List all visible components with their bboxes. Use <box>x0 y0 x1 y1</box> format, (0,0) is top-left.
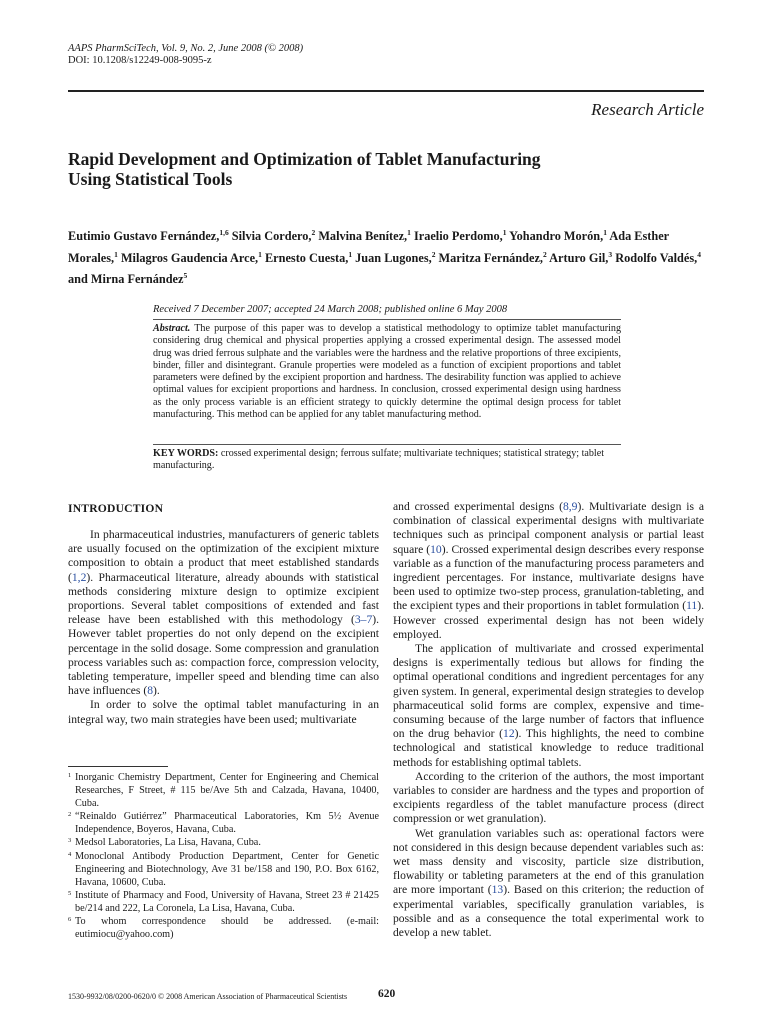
author <box>121 251 262 265</box>
abstract-label: Abstract. <box>153 323 191 334</box>
intro-paragraph <box>393 642 704 770</box>
footnote-text: Medsol Laboratories, La Lisa, Havana, Cuba. <box>75 837 261 849</box>
footnote-marker: 1 <box>68 772 72 779</box>
keywords-rule <box>153 444 621 445</box>
keywords <box>153 448 621 472</box>
author <box>615 251 701 265</box>
author-name: Ernesto Cuesta, <box>264 250 349 265</box>
footnote <box>68 850 379 889</box>
paragraph-text: Wet granulation variables such as: operational factors were not considered in this design because dependent variables such as: wet mass density and viscosity, particle size distribution, flowability or tableting parameters at the end of this granulation are more important ( <box>393 826 704 897</box>
footnote-text: “Reinaldo Gutiérrez” Pharmaceutical Laboratories, Km 5½ Avenue Independence, Boyeros, Havana, Cuba. <box>75 811 379 836</box>
abstract-top-rule <box>153 319 621 320</box>
author <box>232 229 315 243</box>
footnote <box>68 810 379 836</box>
right-column <box>393 500 704 940</box>
author-affiliation-marker: 1 <box>348 249 353 259</box>
footnotes <box>68 771 379 941</box>
paragraph-text: and crossed experimental designs ( <box>393 500 563 513</box>
received-dates: Received 7 December 2007; accepted 24 March 2008; published online 6 May 2008 <box>153 304 508 315</box>
footnote-text: Inorganic Chemistry Department, Center for Engineering and Chemical Researches, F Street, # 115 be/Ave 5th and Calzada, Havana, 10400, Cuba. <box>75 772 379 810</box>
author <box>439 251 547 265</box>
author <box>355 251 435 265</box>
paragraph-text: ). <box>152 684 160 698</box>
paragraph-text: According to the criterion of the authors, the most important variables to consider are hardness and the types and proportion of excipients regardless of the tablet manufacture process (direct compression or wet granulation). <box>393 769 704 826</box>
citation-link[interactable]: 13 <box>491 883 504 897</box>
author-affiliation-marker: 1 <box>502 228 507 237</box>
author-name: Malvina Benítez, <box>318 229 408 244</box>
footnote <box>68 915 379 941</box>
intro-paragraph <box>393 500 704 642</box>
author-list <box>68 224 704 289</box>
author-name: and Mirna Fernández <box>68 272 184 287</box>
footnote <box>68 889 379 915</box>
citation-link[interactable]: 8 <box>147 684 153 698</box>
citation-link[interactable]: 8,9 <box>562 500 578 513</box>
author-name: Eutimio Gustavo Fernández, <box>68 229 220 244</box>
paragraph-text: ). Crossed experimental design describes every response variable as a function of the manufacturing process parameters and ingredient percentages. For instance, multivariate designs have been used to optimize two-step process, granulation-tableting, and the excipient types and their proportions in tablet formulation ( <box>393 542 704 613</box>
header-rule <box>68 90 704 92</box>
author <box>265 251 352 265</box>
author <box>318 229 411 243</box>
intro-paragraph <box>393 770 704 827</box>
author-name: Yohandro Morón, <box>509 229 604 244</box>
author-affiliation-marker: 5 <box>183 271 188 281</box>
paragraph-text: ). This highlights, the need to combine technological and statistical knowledge to reduce traditional methods for establishing optimal tablets. <box>393 727 704 769</box>
paragraph-text: ). Pharmaceutical literature, already abounds with statistical methods considering mixture design to optimize excipient proportions. Several tablet compositions of extended and fast release have been established with this methodology ( <box>68 570 379 627</box>
article-title <box>68 149 628 189</box>
author-name: Silvia Cordero, <box>231 229 312 244</box>
author <box>68 229 229 243</box>
footnote <box>68 836 379 849</box>
author-name: Milagros Gaudencia Arce, <box>120 250 259 265</box>
author-name: Maritza Fernández, <box>438 250 544 265</box>
paragraph-text: In pharmaceutical industries, manufacturers of generic tablets are usually focused on the optimization of the excipient mixture composition to obtain a product that meet established standards ( <box>68 528 379 584</box>
author-affiliation-marker: 1 <box>114 249 118 259</box>
footnote-marker: 3 <box>68 837 72 845</box>
citation-link[interactable]: 1,2 <box>71 570 87 584</box>
intro-paragraph <box>68 698 379 726</box>
author-affiliation-marker: 4 <box>697 249 701 259</box>
author-affiliation-marker: 2 <box>543 249 547 259</box>
title-line-1: Rapid Development and Optimization of Tablet Manufacturing <box>68 149 541 169</box>
paragraph-text: ). However tablet properties do not only depend on the excipient percentage in the solid dosage. Some compression and granulation process variables such as: compaction force, compression velocity, tableting temperature, impeller speed and blending time can also have influences ( <box>68 613 379 698</box>
citation-link[interactable]: 3–7 <box>354 613 373 627</box>
abstract <box>153 323 621 421</box>
author-affiliation-marker: 1 <box>407 228 411 237</box>
footnote-marker: 5 <box>68 889 72 897</box>
intro-paragraph <box>393 827 704 941</box>
author-affiliation-marker: 1 <box>258 249 262 259</box>
author-name: Arturo Gil, <box>549 250 609 265</box>
page-number: 620 <box>378 988 396 1000</box>
author-affiliation-marker: 2 <box>431 249 436 259</box>
author-name: Iraelio Perdomo, <box>413 229 503 244</box>
article-type: Research Article <box>591 100 704 119</box>
paragraph-text: ). However crossed experimental design has not been widely employed. <box>393 599 704 641</box>
author-name: Juan Lugones, <box>355 250 432 265</box>
citation-link[interactable]: 11 <box>686 599 698 613</box>
author-name: Rodolfo Valdés, <box>615 250 698 265</box>
paragraph-text: ). Based on this criterion; the reduction of experimental variables, specifically granulation variables, is possible and as a consequence the total experimental work to develop a new tablet. <box>393 883 705 940</box>
citation-link[interactable]: 10 <box>430 542 442 556</box>
author-affiliation-marker: 3 <box>608 249 613 259</box>
footnote-marker: 2 <box>68 811 72 819</box>
intro-paragraph <box>68 528 379 698</box>
citation-link[interactable]: 12 <box>503 727 515 741</box>
paragraph-text: ). Multivariate design is a combination of classical experimental designs with multivariate techniques such as principal component analysis or partial least square ( <box>393 500 705 556</box>
author <box>509 229 607 243</box>
footnote-marker: 4 <box>68 850 72 858</box>
footnote-text: Monoclonal Antibody Production Department, Center for Genetic Engineering and Biotechnology, Ave 31 be/158 and 190, P.O. Box 6162, Havana, 10600, Cuba. <box>75 850 379 888</box>
section-heading-introduction: INTRODUCTION <box>68 502 164 515</box>
copyright-footer: 1530-9932/08/0200-0620/0 © 2008 American Association of Pharmaceutical Scientists <box>68 992 348 1001</box>
journal-citation: AAPS PharmSciTech, Vol. 9, No. 2, June 2008 (© 2008) <box>68 43 304 54</box>
author <box>68 272 187 286</box>
author <box>549 251 612 265</box>
keywords-text: crossed experimental design; ferrous sulfate; multivariate techniques; statistical strategy; tablet manufacturing. <box>153 448 605 471</box>
author <box>414 229 507 243</box>
author-affiliation-marker: 1 <box>603 228 607 237</box>
author-name: Ada Esther Morales, <box>68 229 669 265</box>
author-affiliation-marker: 1,6 <box>219 228 229 237</box>
doi[interactable]: DOI: 10.1208/s12249-008-9095-z <box>68 55 212 66</box>
paragraph-text: In order to solve the optimal tablet manufacturing in an integral way, two main strategies have been used; multivariate <box>68 698 379 726</box>
footnote-rule <box>68 766 168 767</box>
abstract-text: The purpose of this paper was to develop a statistical methodology to optimize tablet manufacturing considering drug chemical and physical properties applying a crossed experimental design. The assessed model drug was dried ferrous sulphate and the variables were the hardness and the relative proportions of three excipients, binder, filler and disintegrant. Granule properties were modeled as a function of excipient proportions and tablet parameters were defined by the excipient proportion and hardness. The desirability function was applied to achieve optimal values for excipient proportions and hardness. In conclusion, crossed experimental design using hardness as the only process variable is an efficient strategy to quickly determine the optimal design process for tablet manufacturing. This method can be applied for any tablet manufacturing method. <box>153 323 621 421</box>
left-column <box>68 528 379 727</box>
paragraph-text: The application of multivariate and crossed experimental designs is experimentally tedious but allows for finding the optimal operational conditions and ingredient percentages for any given system. In general, experimental design strategies to develop pharmaceutical solid forms are complex, expensive and time-consuming because of the large number of factors that influence on the drug behavior ( <box>393 642 705 741</box>
journal-header <box>68 43 303 67</box>
author-affiliation-marker: 2 <box>311 228 316 237</box>
footnote-text: Institute of Pharmacy and Food, University of Havana, Street 23 # 21425 be/214 and 222, La Coronela, La Lisa, Havana, Cuba. <box>75 889 379 914</box>
footnote <box>68 771 379 810</box>
footnote-marker: 6 <box>68 916 72 924</box>
title-line-2: Using Statistical Tools <box>68 169 233 189</box>
keywords-label: KEY WORDS: <box>153 448 219 459</box>
footnote-text: To whom correspondence should be addressed. (e-mail: eutimiocu@yahoo.com) <box>75 916 379 941</box>
